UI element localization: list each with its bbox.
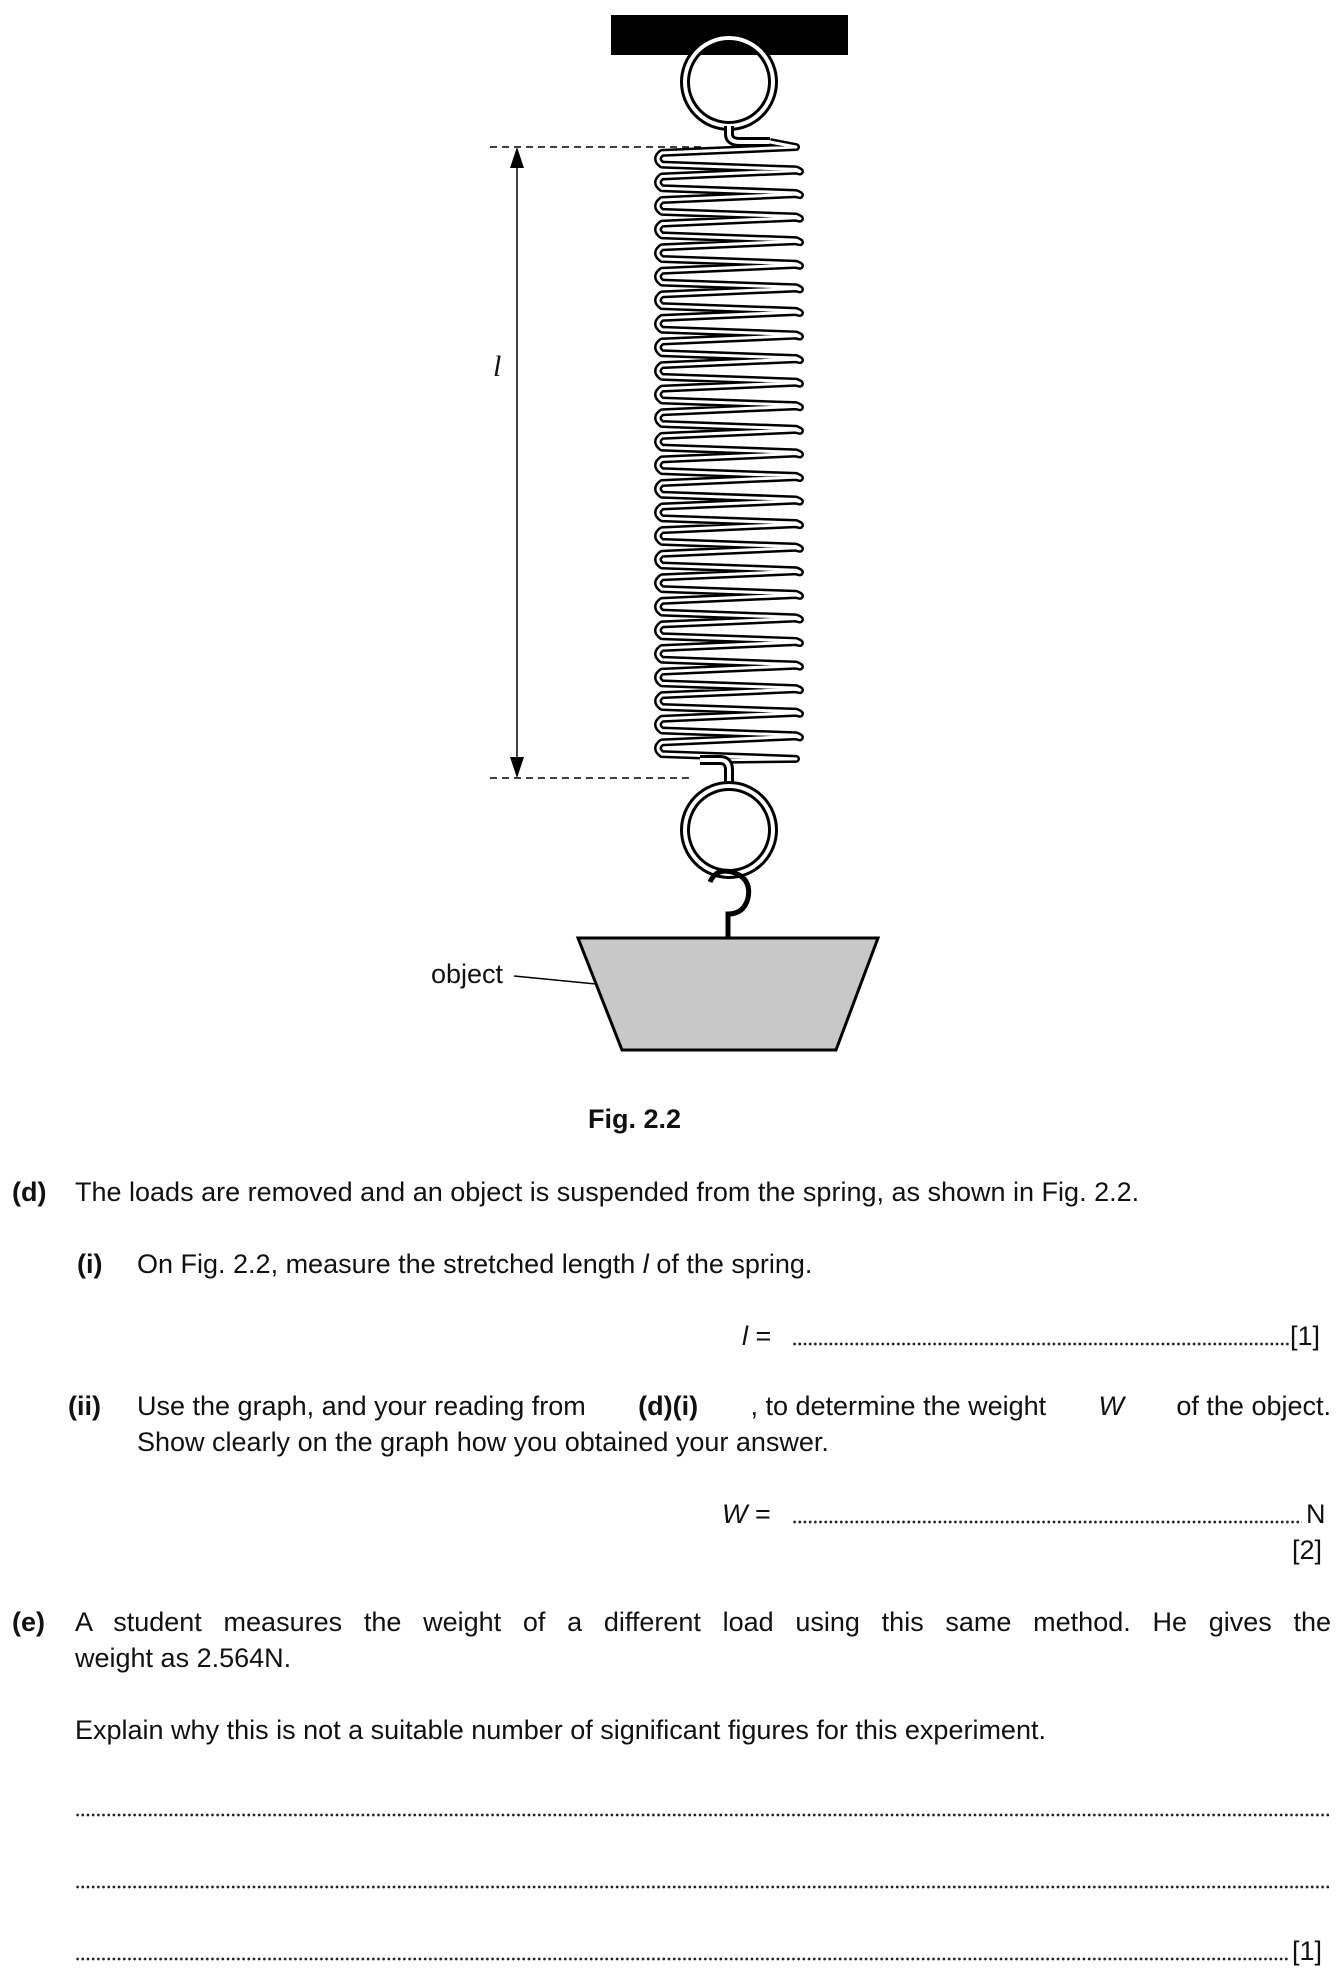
answer-w-line[interactable] bbox=[792, 1519, 1302, 1525]
hook bbox=[710, 871, 749, 938]
part-d-i-text-after: of the spring. bbox=[656, 1249, 813, 1279]
length-arrow-top bbox=[510, 147, 524, 168]
figure-caption: Fig. 2.2 bbox=[588, 1104, 682, 1134]
answer-l-line[interactable] bbox=[792, 1341, 1290, 1347]
answer-l-label bbox=[742, 1319, 771, 1353]
length-label: l bbox=[493, 350, 502, 383]
spring bbox=[658, 142, 800, 760]
part-d-ii-line1 bbox=[137, 1389, 1331, 1423]
part-d-i-mark: [1] bbox=[1290, 1321, 1321, 1351]
object-leader-line bbox=[514, 976, 596, 984]
answer-l-equals: = bbox=[755, 1321, 772, 1351]
part-d-text: The loads are removed and an object is suspended from the spring, as shown in Fig. 2.2. bbox=[75, 1177, 1140, 1207]
part-d-ii-line1-before: Use the graph, and your reading from bbox=[137, 1391, 586, 1421]
part-e-mark: [1] bbox=[1292, 1936, 1323, 1966]
part-e-line3: Explain why this is not a suitable number of significant figures for this experiment. bbox=[75, 1715, 1046, 1745]
part-d-ii-symbol: W bbox=[1098, 1391, 1125, 1421]
part-d-i-label: (i) bbox=[77, 1249, 103, 1279]
length-arrow-bottom bbox=[510, 757, 524, 778]
part-d-i-text bbox=[137, 1247, 812, 1281]
answer-e-line-3[interactable] bbox=[75, 1956, 1289, 1962]
answer-l-symbol: l bbox=[742, 1321, 748, 1351]
answer-w-equals: = bbox=[755, 1499, 771, 1529]
answer-e-line-2[interactable] bbox=[75, 1884, 1329, 1890]
answer-w-unit: N bbox=[1306, 1499, 1326, 1529]
part-e-line2: weight as 2.564N. bbox=[75, 1643, 292, 1673]
part-d-ii-mark: [2] bbox=[1292, 1535, 1323, 1565]
object-label: object bbox=[431, 959, 504, 989]
answer-w-symbol: W bbox=[722, 1499, 748, 1529]
part-d-ii-line1-after: of the object. bbox=[1176, 1391, 1331, 1421]
part-d-i-text-before: On Fig. 2.2, measure the stretched length bbox=[137, 1249, 636, 1279]
part-d-ii-ref: (d)(i) bbox=[638, 1391, 699, 1421]
part-d-label: (d) bbox=[12, 1177, 47, 1207]
part-d-ii-line1-mid: , to determine the weight bbox=[750, 1391, 1047, 1421]
part-d-ii-label: (ii) bbox=[68, 1391, 101, 1421]
answer-w-label bbox=[722, 1497, 771, 1531]
part-d-ii-line2: Show clearly on the graph how you obtained your answer. bbox=[137, 1427, 829, 1457]
answer-e-line-1[interactable] bbox=[75, 1812, 1329, 1818]
part-e-line1-text: A student measures the weight of a different load using this same method. He gives the bbox=[75, 1607, 1331, 1637]
part-d-i-symbol: l bbox=[642, 1249, 649, 1279]
object-block bbox=[578, 938, 878, 1050]
part-e-label: (e) bbox=[12, 1607, 45, 1637]
part-e-line1 bbox=[75, 1605, 1331, 1639]
